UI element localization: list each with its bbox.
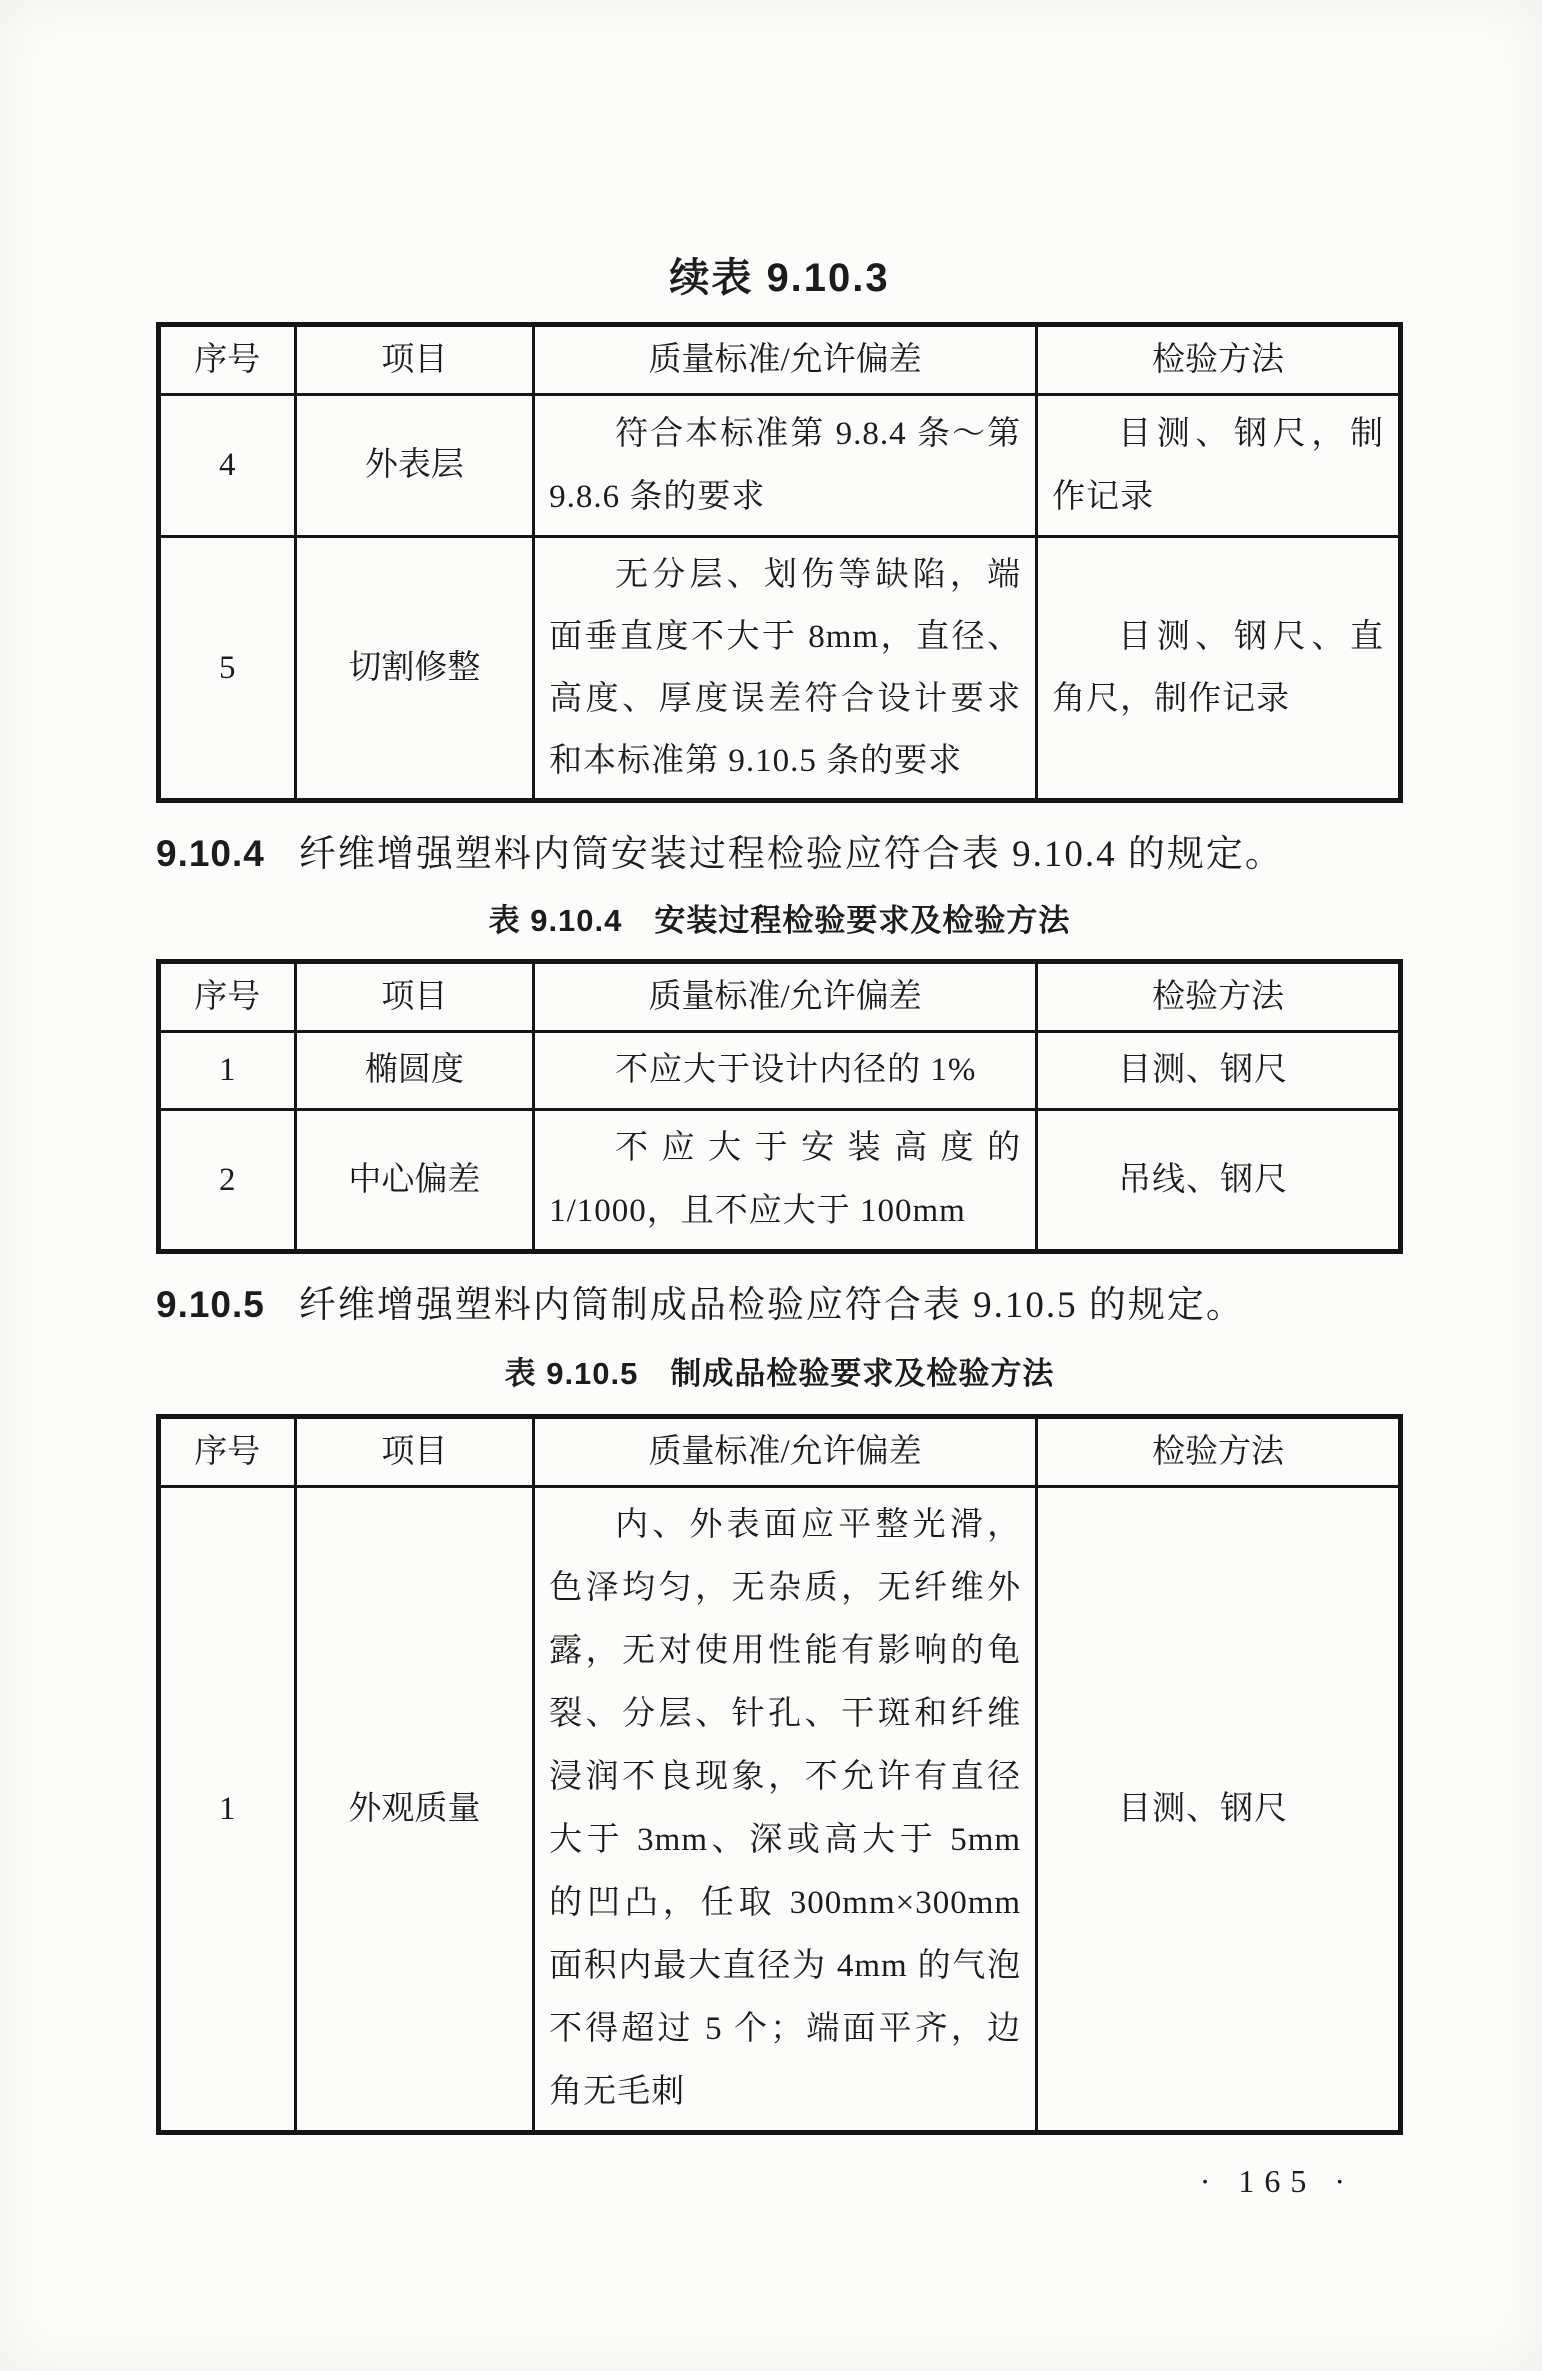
header-cell-standard: 质量标准/允许偏差 xyxy=(534,325,1037,395)
header-cell-method: 检验方法 xyxy=(1037,325,1401,395)
row-no: 4 xyxy=(159,395,296,537)
clause-text: 纤维增强塑料内筒安装过程检验应符合表 9.10.4 的规定。 xyxy=(298,834,1284,875)
table-header-row xyxy=(159,962,1401,1032)
row-standard: 不应大于安装高度的 1/1000，且不应大于 100mm xyxy=(534,1110,1037,1252)
row-item: 切割修整 xyxy=(295,537,533,801)
row-item: 椭圆度 xyxy=(295,1032,533,1110)
header-cell-item: 项目 xyxy=(295,1417,533,1487)
clause-9-10-5 xyxy=(156,1270,1403,1340)
row-no: 1 xyxy=(159,1032,296,1110)
header-cell-no: 序号 xyxy=(159,1417,296,1487)
row-item: 外表层 xyxy=(295,395,533,537)
table-9-10-4 xyxy=(156,959,1403,1254)
table-9-10-3-continued xyxy=(156,322,1403,803)
row-item: 中心偏差 xyxy=(295,1110,533,1252)
table-row xyxy=(159,1032,1401,1110)
row-no: 1 xyxy=(159,1487,296,2133)
row-standard: 无分层、划伤等缺陷，端面垂直度不大于 8mm，直径、高度、厚度误差符合设计要求和本标准第 9.10.5 条的要求 xyxy=(534,537,1037,801)
table-header-row xyxy=(159,325,1401,395)
header-cell-item: 项目 xyxy=(295,962,533,1032)
header-cell-method: 检验方法 xyxy=(1037,1417,1401,1487)
table-row xyxy=(159,1487,1401,2133)
row-method: 目测、钢尺，制作记录 xyxy=(1037,395,1401,537)
table-9-10-5-caption: 表 9.10.5 制成品检验要求及检验方法 xyxy=(504,1356,1055,1391)
continued-table-title: 续表 9.10.3 xyxy=(669,256,890,300)
row-item: 外观质量 xyxy=(295,1487,533,2133)
row-method: 吊线、钢尺 xyxy=(1037,1110,1401,1252)
table-row xyxy=(159,395,1401,537)
page-number: · 165 · xyxy=(1199,2163,1355,2199)
header-cell-standard: 质量标准/允许偏差 xyxy=(534,962,1037,1032)
row-standard: 内、外表面应平整光滑，色泽均匀，无杂质，无纤维外露，无对使用性能有影响的龟裂、分层、针孔、干斑和纤维浸润不良现象，不允许有直径大于 3mm、深或高大于 5mm 的凹凸，任取 300mm×300mm 面积内最大直径为 4mm 的气泡不得超过 5 个；端面平齐，边角无毛刺 xyxy=(534,1487,1037,2133)
row-no: 5 xyxy=(159,537,296,801)
clause-number: 9.10.5 xyxy=(156,1284,265,1325)
row-method: 目测、钢尺 xyxy=(1037,1032,1401,1110)
header-cell-item: 项目 xyxy=(295,325,533,395)
row-standard: 符合本标准第 9.8.4 条～第 9.8.6 条的要求 xyxy=(534,395,1037,537)
header-cell-method: 检验方法 xyxy=(1037,962,1401,1032)
table-9-10-5 xyxy=(156,1414,1403,2135)
table-row xyxy=(159,537,1401,801)
table-row xyxy=(159,1110,1401,1252)
clause-9-10-4 xyxy=(156,819,1403,889)
header-cell-no: 序号 xyxy=(159,962,296,1032)
header-cell-standard: 质量标准/允许偏差 xyxy=(534,1417,1037,1487)
table-9-10-4-caption: 表 9.10.4 安装过程检验要求及检验方法 xyxy=(488,903,1071,938)
clause-number: 9.10.4 xyxy=(156,833,265,874)
row-method: 目测、钢尺、直角尺，制作记录 xyxy=(1037,537,1401,801)
clause-text: 纤维增强塑料内筒制成品检验应符合表 9.10.5 的规定。 xyxy=(298,1285,1245,1326)
table-header-row xyxy=(159,1417,1401,1487)
header-cell-no: 序号 xyxy=(159,325,296,395)
row-method: 目测、钢尺 xyxy=(1037,1487,1401,2133)
row-standard: 不应大于设计内径的 1% xyxy=(534,1032,1037,1110)
row-no: 2 xyxy=(159,1110,296,1252)
